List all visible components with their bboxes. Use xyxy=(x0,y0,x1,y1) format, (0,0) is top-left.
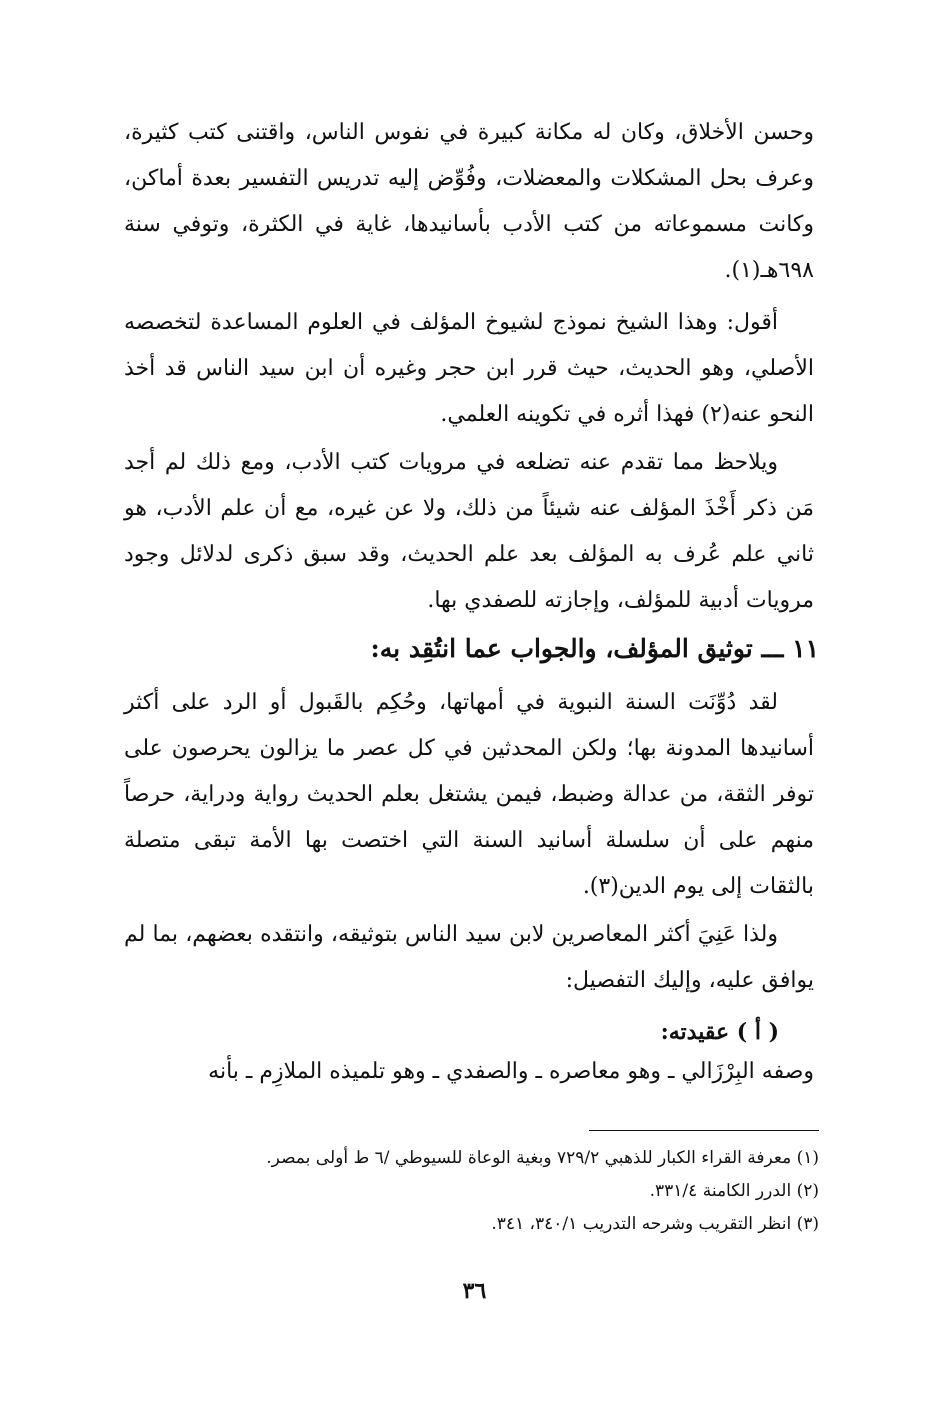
footnote-2: (٢) الدرر الكامنة ٣٣١/٤. xyxy=(649,1181,819,1201)
paragraph-3: ويلاحظ مما تقدم عنه تضلعه في مرويات كتب الأدب، ومع ذلك لم أجد مَن ذكر أَخْذَ المؤلف عنه شيئاً من ذلك، ولا عن غيره، مع أن علم الأدب، هو ثاني علم عُرف به المؤلف بعد علم الحديث، وقد سبق ذكرى لدلائل وجود مرويات أدبية للمؤلف، وإجازته للصفدي بها. xyxy=(124,450,814,613)
paragraph-1: وحسن الأخلاق، وكان له مكانة كبيرة في نفوس الناس، واقتنى كتب كثيرة، وعرف بحل المشكلات والمعضلات، وفُوِّض إليه تدريس التفسير بعدة أماكن، وكانت مسموعاته من كتب الأدب بأسانيدها، غاية في الكثرة، وتوفي سنة ٦٩٨هـ(١). xyxy=(124,120,814,283)
subsection-heading: ( أ ) عقيدته: xyxy=(660,1019,779,1045)
footnote-1: (١) معرفة القراء الكبار للذهبي ٧٢٩/٢ وبغية الوعاة للسيوطي /٦ ط أولى بمصر. xyxy=(266,1148,819,1168)
section-heading: ١١ ـــ توثيق المؤلف، والجواب عما انتُقِد به: xyxy=(370,634,819,663)
paragraph-2: أقول: وهذا الشيخ نموذج لشيوخ المؤلف في العلوم المساعدة لتخصصه الأصلي، وهو الحديث، حيث قرر ابن حجر وغيره أن ابن سيد الناس قد أخذ النحو عنه(٢) فهذا أثره في تكوينه العلمي. xyxy=(124,310,814,427)
paragraph-6: وصفه البِرْزَالي ـ وهو معاصره ـ والصفدي ـ وهو تلميذه الملازِم ـ بأنه xyxy=(208,1059,814,1084)
paragraph-5: ولذا عَنِيَ أكثر المعاصرين لابن سيد الناس بتوثيقه، وانتقده بعضهم، بما لم يوافق عليه، وإليك التفصيل: xyxy=(124,922,814,993)
footnotes xyxy=(129,1142,819,1241)
footnote-3: (٣) انظر التقريب وشرحه التدريب ٣٤٠/١، ٣٤١. xyxy=(491,1214,819,1234)
paragraph-4: لقد دُوِّنَت السنة النبوية في أمهاتها، وحُكِم بالقَبول أو الرد على أكثر أسانيدها المدونة بها؛ ولكن المحدثين في كل عصر ما يزالون يحرصون على توفر الثقة، من عدالة وضبط، فيمن يشتغل بعلم الحديث رواية ودراية، حرصاً منهم على أن سلسلة أسانيد السنة التي اختصت بها الأمة تبقى متصلة بالثقات إلى يوم الدين(٣). xyxy=(124,690,814,899)
footnote-divider xyxy=(589,1130,819,1131)
page-number: ٣٦ xyxy=(462,1278,487,1304)
